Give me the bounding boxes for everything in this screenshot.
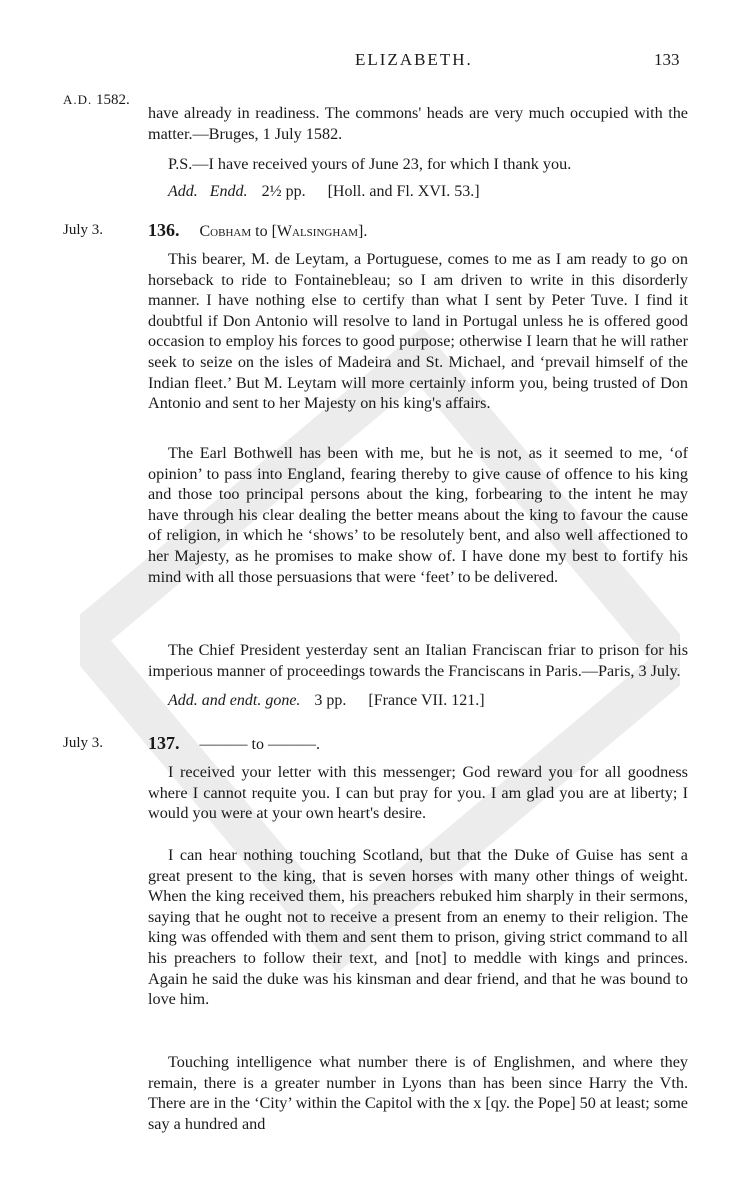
doc136-to: [Walsingham].	[271, 223, 368, 240]
margin-year-value: 1582.	[96, 92, 130, 108]
running-title: ELIZABETH.	[355, 50, 473, 69]
margin-year	[63, 92, 130, 109]
running-header	[0, 50, 748, 74]
doc136-meta-pages: 3 pp.	[314, 692, 347, 709]
doc136-number: 136.	[148, 220, 180, 240]
doc136-paragraph-1: This bearer, M. de Leytam, a Portuguese, comes to me as I am ready to go on horseback to ride to Fontainebleau; so I am driven to write in this disorderly manner. I have nothing else to certify than what I sent by Peter Tuve. I find it doubtful if Don Antonio will resolve to land in Portugal unless he is offered good occasion to employ his forces to good purpose; otherwise I learn that he will rather seek to seize on the isles of Madeira and St. Michael, and ‘prevail himself of the Indian fleet.’ But M. Leytam will more certainly inform you, being trusted of Don Antonio and sent to her Majesty on his king's affairs.	[148, 250, 688, 413]
doc136-heading	[148, 220, 367, 241]
doc136-meta-address: Add. and endt. gone.	[168, 692, 301, 709]
doc137-paragraph-2: I can hear nothing touching Scotland, but that the Duke of Guise has sent a great present to the king, that is seven horses with many other things of weight. When the king received them, his preachers rebuked him sharply in their sermons, saying that he ought not to receive a present from an enemy to their religion. The king was offended with them and sent them to prison, giving strict command to all his preachers to follow their text, and [not] to meddle with kings and princes. Again he said the duke was his kinsman and dear friend, and that he was bound to love him.	[148, 846, 688, 1009]
doc137-paragraph-3: Touching intelligence what number there is of Englishmen, and where they remain, there is a greater number in Lyons than has been since Harry the Vth. There are in the ‘City’ within the Capitol with the x [qy. the Pope] 50 at least; some say a hundred and	[148, 1053, 688, 1133]
doc137-heading	[148, 733, 320, 754]
doc137-heading-rest: ——— to ———.	[199, 736, 320, 753]
doc137-date: July 3.	[63, 735, 104, 751]
doc136-date: July 3.	[63, 222, 104, 238]
postscript-text: P.S.—I have received yours of June 23, for which I thank you.	[168, 155, 572, 173]
doc136-paragraph-2: The Earl Bothwell has been with me, but he is not, as it seemed to me, ‘of opinion’ to pass into England, fearing thereby to give cause of offence to his king and those too principal persons about the king, forbearing to the intent he may have through his clear dealing the better means about the king to favour the cause of religion, in which he ‘shows’ to be resolutely bent, and also well affectioned to her Majesty, as he promises to make show of. I have done my best to fortify his mind with all those persuasions that were ‘feet’ to be delivered.	[148, 444, 688, 586]
prev-document-meta	[168, 183, 498, 201]
doc137-number: 137.	[148, 733, 180, 753]
doc136-meta	[168, 692, 503, 710]
doc136-connector: to	[255, 223, 272, 240]
prev-meta-address: Add.	[168, 183, 198, 200]
prev-meta-ref: [Holl. and Fl. XVI. 53.]	[327, 183, 480, 200]
doc136-meta-ref: [France VII. 121.]	[368, 692, 485, 709]
postscript	[148, 154, 688, 175]
margin-year-prefix: A.D.	[63, 92, 93, 107]
doc137-paragraph-1: I received your letter with this messenger; God reward you for all goodness where I cannot requite you. I can but pray for you. I am glad you are at liberty; I would you were at your own heart's desire.	[148, 763, 688, 823]
prev-meta-endorsed: Endd.	[209, 183, 248, 200]
page-number: 133	[654, 50, 680, 69]
doc136-from: Cobham	[199, 223, 252, 240]
continuation-paragraph: have already in readiness. The commons' heads are very much occupied with the matter.—Bruges, 1 July 1582.	[148, 104, 688, 143]
prev-meta-pages: 2½ pp.	[261, 183, 306, 200]
doc136-paragraph-3: The Chief President yesterday sent an Italian Franciscan friar to prison for his imperious manner of proceedings towards the Franciscans in Paris.—Paris, 3 July.	[148, 641, 688, 680]
